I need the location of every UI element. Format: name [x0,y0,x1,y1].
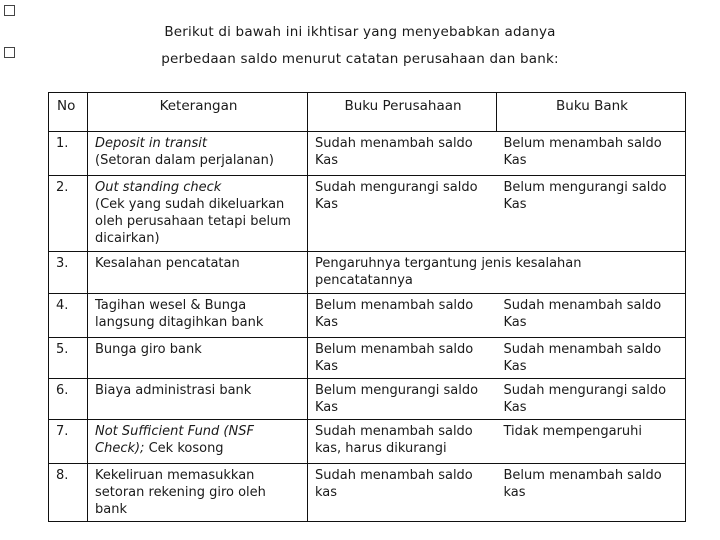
row-buku-bank: Sudah menambah saldo Kas [497,338,686,379]
table-row [49,252,686,294]
row-keterangan: Tagihan wesel & Bunga langsung ditagihkan bank [88,294,308,338]
row-buku-bank: Sudah mengurangi saldo Kas [497,379,686,420]
keterangan-italic: Out standing check [95,180,222,195]
header-buku-bank: Buku Bank [497,93,686,132]
row-buku-perusahaan: Sudah mengurangi saldo Kas [308,176,497,252]
keterangan-italic: Not Sufficient Fund (NSF Check); [95,424,254,456]
row-keterangan [88,176,308,252]
keterangan-italic: Deposit in transit [95,136,207,151]
row-keterangan [88,420,308,464]
header-buku-perusahaan: Buku Perusahaan [308,93,497,132]
keterangan-plain: Cek kosong [144,441,224,456]
header-no: No [49,93,88,132]
table-row [49,132,686,176]
row-number: 1. [49,132,88,176]
intro-line-1: Berikut di bawah ini ikhtisar yang menyebabkan adanya [164,24,556,40]
row-buku-perusahaan: Sudah menambah saldo kas [308,464,497,522]
row-keterangan: Bunga giro bank [88,338,308,379]
row-keterangan [88,132,308,176]
row-buku-perusahaan: Sudah menambah saldo kas, harus dikurangi [308,420,497,464]
table-header-row [49,93,686,132]
row-number: 6. [49,379,88,420]
reconciliation-table [48,92,686,522]
row-keterangan: Kesalahan pencatatan [88,252,308,294]
table-row [49,464,686,522]
header-keterangan: Keterangan [88,93,308,132]
table-row [49,338,686,379]
row-buku-perusahaan: Belum menambah saldo Kas [308,294,497,338]
row-merged-effect: Pengaruhnya tergantung jenis kesalahan pencatatannya [308,252,686,294]
row-number: 5. [49,338,88,379]
row-number: 2. [49,176,88,252]
table-row [49,294,686,338]
keterangan-plain: (Setoran dalam perjalanan) [95,153,274,168]
table-row [49,420,686,464]
row-keterangan: Biaya administrasi bank [88,379,308,420]
intro-line-2: perbedaan saldo menurut catatan perusahaan dan bank: [161,51,559,67]
row-keterangan: Kekeliruan memasukkan setoran rekening giro oleh bank [88,464,308,522]
row-number: 4. [49,294,88,338]
table-row [49,176,686,252]
table-row [49,379,686,420]
row-buku-perusahaan: Belum menambah saldo Kas [308,338,497,379]
row-number: 8. [49,464,88,522]
bullet-square-icon [4,5,15,16]
row-buku-bank: Sudah menambah saldo Kas [497,294,686,338]
row-number: 3. [49,252,88,294]
row-buku-bank: Belum mengurangi saldo Kas [497,176,686,252]
row-buku-perusahaan: Sudah menambah saldo Kas [308,132,497,176]
row-number: 7. [49,420,88,464]
row-buku-perusahaan: Belum mengurangi saldo Kas [308,379,497,420]
row-buku-bank: Belum menambah saldo Kas [497,132,686,176]
row-buku-bank: Belum menambah saldo kas [497,464,686,522]
keterangan-plain: (Cek yang sudah dikeluarkan oleh perusahaan tetapi belum dicairkan) [95,197,291,246]
row-buku-bank: Tidak mempengaruhi [497,420,686,464]
